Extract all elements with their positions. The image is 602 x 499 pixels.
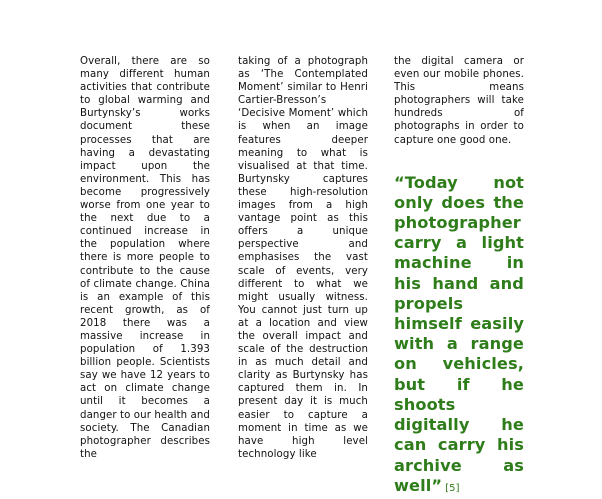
pull-quote-text: “Today not only does the photographer carry a light machine in his hand and propels himself easily with a range on vehicles, but if he shoots digitally he can carry his archive as well” [394, 172, 524, 495]
body-paragraph: taking of a photograph as ‘The Contemplated Moment’ similar to Henri Cartier-Bresson’s ‘Decisive Moment’ which is when an image features deeper meaning to what is visualised at that time. Burtynsky captures these high-resolution images from a high vantage point as this offers a unique perspective and emphasises the vast scale of events, very different to what we might usually witness. You cannot just turn up at a location and view the overall impact and scale of the destruction in as much detail and clarity as Burtynsky has captured them in. In present day it is much easier to capture a moment in time as we have high level technology like [238, 56, 368, 460]
citation-reference: [5] [445, 482, 460, 494]
pull-quote [394, 173, 524, 499]
body-paragraph: Overall, there are so many different human activities that contribute to global warming and Burtynsky’s works document these processes that are having a devastating impact upon the environment. This has become progressively worse from one year to the next due to a continued increase in the population where there is more people to contribute to the cause of climate change. China is an example of this recent growth, as of 2018 there was a massive increase in population of 1.393 billion people. Scientists say we have 12 years to act on climate change until it becomes a danger to our health and society. The Canadian photographer describes the [80, 56, 210, 460]
body-paragraph: the digital camera or even our mobile phones. This means photographers will take hundreds of photographs in order to capture one good one. [394, 56, 524, 146]
text-column-1 [80, 55, 210, 461]
text-column-3 [394, 55, 524, 499]
text-column-2 [238, 55, 368, 461]
